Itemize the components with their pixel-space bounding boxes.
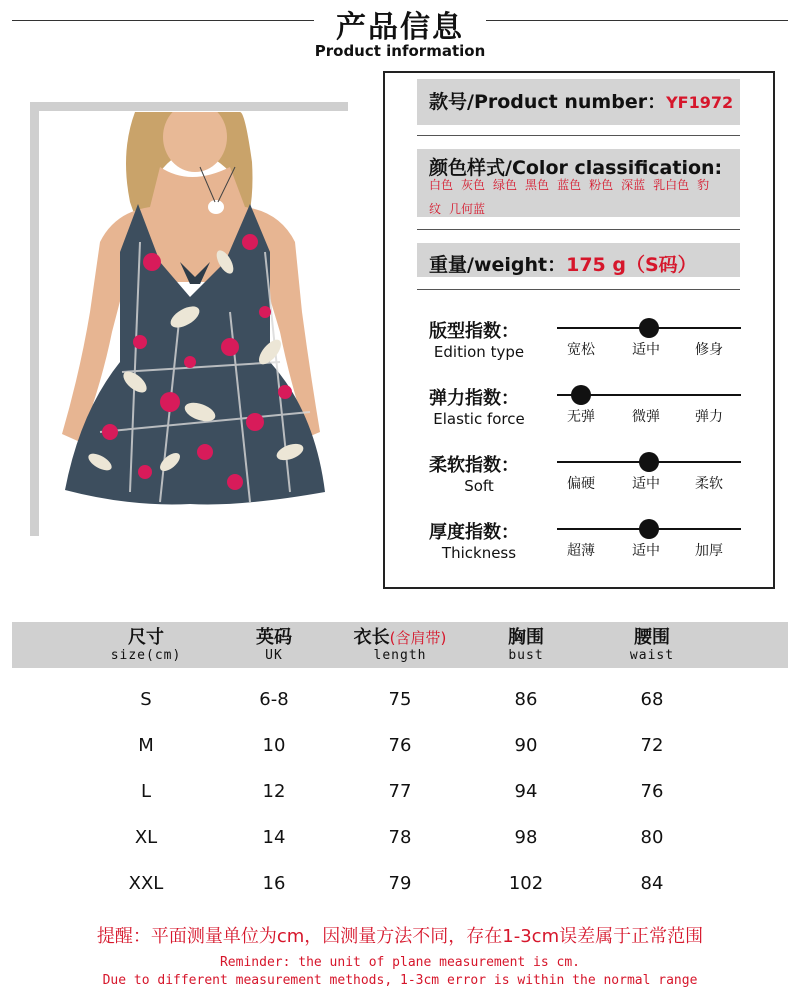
- reminder-en-line2: Due to different measurement methods, 1-3cm error is within the normal range: [102, 973, 698, 988]
- product-number-label: 款号/Product number：YF1972: [429, 91, 734, 113]
- weight-value: 175 g（S码）: [566, 254, 697, 276]
- table-cell: 102: [508, 873, 544, 894]
- index-scale-label: 适中: [632, 476, 660, 492]
- color-list: [429, 173, 729, 221]
- index-label-cn: 弹力指数：: [429, 388, 519, 409]
- header-cn: 胸围: [508, 627, 544, 648]
- table-cell: 75: [388, 689, 412, 710]
- index-scale-label: 加厚: [695, 543, 723, 559]
- product-photo: [40, 112, 340, 532]
- color-option: 白色: [429, 178, 454, 192]
- index-label-cn: 柔软指数：: [429, 455, 519, 476]
- index-scale-label: 超薄: [567, 543, 595, 559]
- photo-frame-left: [30, 102, 39, 536]
- index-level-dot: [639, 519, 659, 539]
- index-label-cn: 版型指数：: [429, 321, 519, 342]
- weight-label: 重量/weight：175 g（S码）: [429, 254, 697, 276]
- index-label-en: Elastic force: [433, 410, 525, 428]
- table-cell: 72: [640, 735, 664, 756]
- table-cell: 68: [640, 689, 664, 710]
- table-cell: 14: [262, 827, 286, 848]
- table-cell: XL: [134, 827, 158, 848]
- index-scale-label: 微弹: [632, 409, 660, 425]
- product-number-value: YF1972: [666, 93, 734, 112]
- table-cell: 77: [388, 781, 412, 802]
- divider: [417, 289, 740, 290]
- page-title: 产品信息: [336, 10, 464, 45]
- divider: [417, 135, 740, 136]
- color-option: 豹纹: [429, 178, 710, 216]
- table-cell: 6-8: [259, 689, 289, 710]
- color-option: 黑色: [525, 178, 550, 192]
- header-en: waist: [629, 648, 675, 663]
- table-cell: S: [140, 689, 152, 710]
- table-cell: 80: [640, 827, 664, 848]
- header-en: UK: [265, 648, 283, 663]
- header-cn: 尺寸: [128, 627, 164, 648]
- table-cell: 16: [262, 873, 286, 894]
- table-cell: L: [140, 781, 152, 802]
- header-cn-extra: (含肩带): [389, 629, 447, 647]
- table-cell: XXL: [128, 873, 164, 894]
- table-cell: 86: [514, 689, 538, 710]
- index-label-en: Soft: [464, 477, 494, 495]
- color-option: 灰色: [461, 178, 486, 192]
- table-cell: 76: [640, 781, 664, 802]
- color-option: 几何蓝: [449, 202, 486, 216]
- index-scale-label: 无弹: [567, 409, 595, 425]
- color-option: 绿色: [493, 178, 518, 192]
- table-cell: 78: [388, 827, 412, 848]
- index-level-dot: [639, 318, 659, 338]
- index-scale-label: 修身: [695, 342, 723, 358]
- index-label-en: Thickness: [441, 544, 517, 562]
- photo-frame-top: [30, 102, 348, 111]
- color-option: 乳白色: [653, 178, 690, 192]
- index-level-dot: [639, 452, 659, 472]
- table-cell: 79: [388, 873, 412, 894]
- index-scale-label: 弹力: [695, 409, 723, 425]
- table-cell: 76: [388, 735, 412, 756]
- index-scale-label: 宽松: [567, 342, 595, 358]
- header-cn: 腰围: [634, 627, 670, 648]
- divider: [417, 229, 740, 230]
- index-label-en: Edition type: [433, 343, 525, 361]
- color-option: 深蓝: [621, 178, 646, 192]
- header-cn: 英码: [256, 627, 292, 648]
- header-en: length: [373, 648, 427, 663]
- table-cell: 90: [514, 735, 538, 756]
- table-cell: 94: [514, 781, 538, 802]
- index-level-dot: [571, 385, 591, 405]
- header-cn: 衣长: [353, 627, 390, 648]
- table-cell: 84: [640, 873, 664, 894]
- product-info-panel: [383, 71, 775, 589]
- index-scale-label: 偏硬: [567, 476, 595, 492]
- index-scale-label: 柔软: [695, 476, 723, 492]
- color-label: 颜色样式/Color classification:: [429, 157, 723, 179]
- table-cell: 98: [514, 827, 538, 848]
- header-en: bust: [508, 648, 544, 663]
- color-option: 蓝色: [557, 178, 582, 192]
- index-scale-label: 适中: [632, 342, 660, 358]
- header-en: size(cm): [110, 648, 182, 663]
- index-scale-label: 适中: [632, 543, 660, 559]
- size-table-header-cell: [572, 628, 732, 664]
- reminder-en-line1: Reminder: the unit of plane measurement is cm.: [219, 955, 581, 970]
- table-cell: M: [138, 735, 154, 756]
- table-cell: 10: [262, 735, 286, 756]
- reminder-cn: 提醒：平面测量单位为cm，因测量方法不同，存在1-3cm误差属于正常范围: [96, 926, 704, 947]
- index-label-cn: 厚度指数：: [429, 522, 519, 543]
- page-subtitle: Product information: [314, 42, 486, 60]
- color-option: 粉色: [589, 178, 614, 192]
- table-cell: 12: [262, 781, 286, 802]
